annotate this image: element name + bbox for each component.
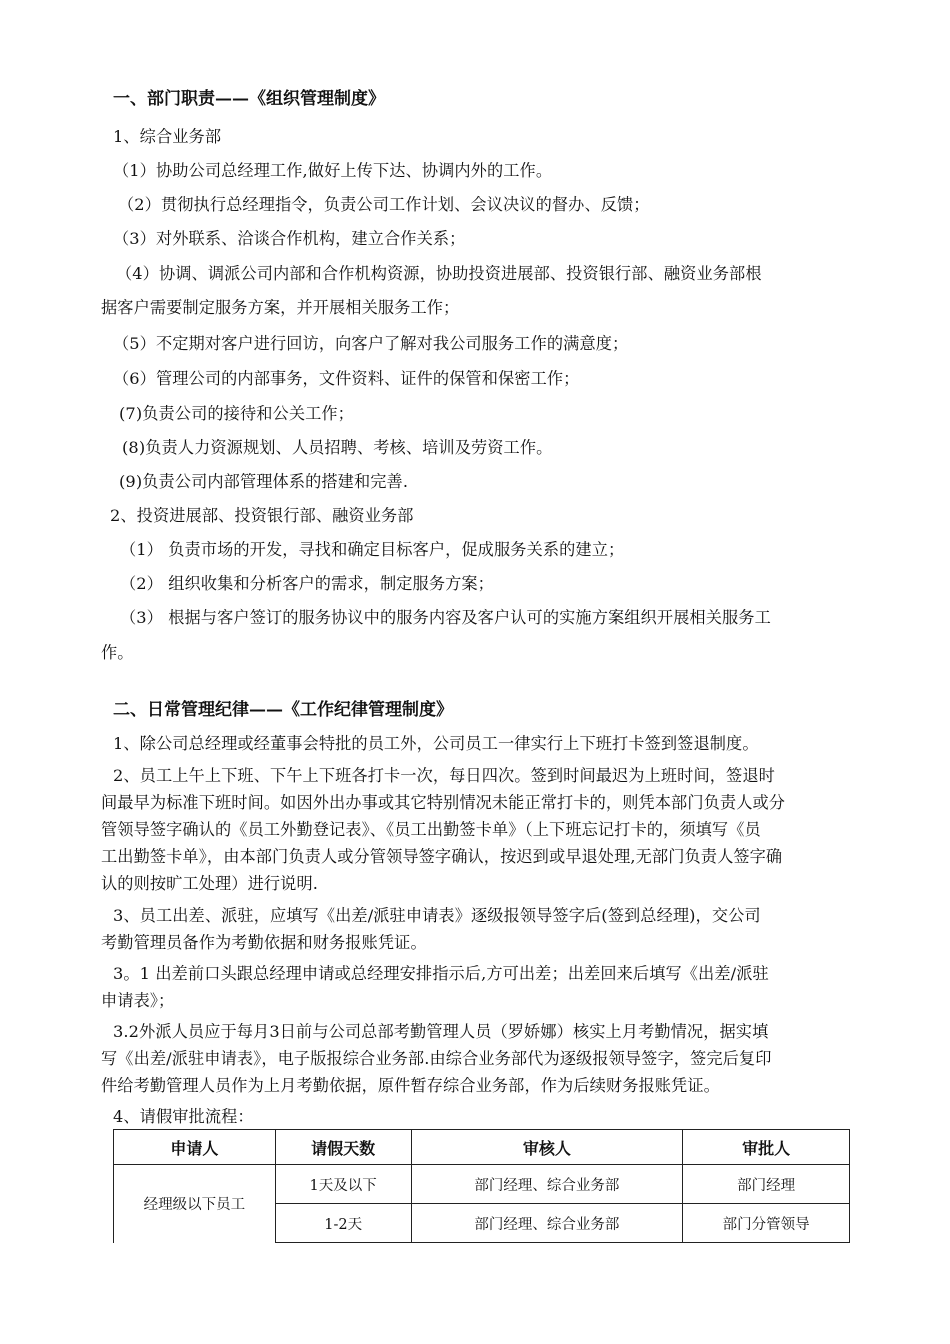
dept2-item-3-cont: 作。 (101, 643, 134, 662)
leave-days-cell: 1-2天 (275, 1204, 411, 1243)
leave-approval-table (113, 1129, 850, 1243)
dept1-item-8: (8)负责人力资源规划、人员招聘、考核、培训及劳资工作。 (122, 438, 553, 457)
rule-line-6: 认的则按旷工处理）进行说明. (101, 874, 318, 893)
dept1-item-4: （4）协调、调派公司内部和合作机构资源，协助投资进展部、投资银行部、融资业务部根 (116, 264, 762, 283)
section2-title: 二、日常管理纪律——《工作纪律管理制度》 (113, 700, 453, 720)
rule-line-12: 写《出差/派驻申请表》，电子版报综合业务部.由综合业务部代为逐级报领导签字，签完后复印 (101, 1049, 772, 1068)
reviewer-cell: 部门经理、综合业务部 (411, 1165, 683, 1204)
rule-line-1: 1、除公司总经理或经董事会特批的员工外，公司员工一律实行上下班打卡签到签退制度。 (113, 734, 759, 753)
dept1-item-1: （1）协助公司总经理工作,做好上传下达、协调内外的工作。 (113, 161, 553, 180)
dept2-item-1: （1） 负责市场的开发，寻找和确定目标客户，促成服务关系的建立； (120, 540, 625, 559)
dept1-title: 1、综合业务部 (113, 127, 222, 146)
rule-line-2: 2、员工上午上下班、下午上下班各打卡一次，每日四次。签到时间最迟为上班时间，签退时 (113, 766, 775, 785)
leave-days-cell: 1天及以下 (275, 1165, 411, 1204)
table-row (114, 1165, 850, 1204)
rule-line-7: 3、员工出差、派驻，应填写《出差/派驻申请表》逐级报领导签字后(签到总经理)，交公司 (113, 906, 761, 925)
dept1-item-5: （5）不定期对客户进行回访，向客户了解对我公司服务工作的满意度； (113, 334, 629, 353)
header-reviewer: 审核人 (411, 1130, 683, 1165)
header-approver: 审批人 (683, 1130, 850, 1165)
dept2-item-3: （3） 根据与客户签订的服务协议中的服务内容及客户认可的实施方案组织开展相关服务工 (120, 608, 771, 627)
dept1-item-6: （6）管理公司的内部事务，文件资料、证件的保管和保密工作； (113, 369, 580, 388)
rule-line-14: 4、请假审批流程： (113, 1107, 254, 1126)
dept2-title: 2、投资进展部、投资银行部、融资业务部 (110, 506, 414, 525)
reviewer-cell: 部门经理、综合业务部 (411, 1204, 683, 1243)
rule-line-9: 3。1 出差前口头跟总经理申请或总经理安排指示后,方可出差；出差回来后填写《出差/派驻 (113, 964, 769, 983)
header-leave-days: 请假天数 (275, 1130, 411, 1165)
approver-cell: 部门经理 (683, 1165, 850, 1204)
approver-cell: 部门分管领导 (683, 1204, 850, 1243)
dept1-item-9: (9)负责公司内部管理体系的搭建和完善. (119, 472, 409, 491)
dept1-item-7: (7)负责公司的接待和公关工作； (119, 404, 354, 423)
dept1-item-2: （2）贯彻执行总经理指令，负责公司工作计划、会议决议的督办、反馈； (118, 195, 650, 214)
rule-line-11: 3.2外派人员应于每月3日前与公司总部考勤管理人员（罗娇娜）核实上月考勤情况，据实填 (113, 1022, 769, 1041)
applicant-group-cell: 经理级以下员工 (114, 1165, 276, 1243)
header-applicant: 申请人 (114, 1130, 276, 1165)
dept1-item-4-cont: 据客户需要制定服务方案，并开展相关服务工作； (101, 298, 460, 317)
rule-line-13: 件给考勤管理人员作为上月考勤依据，原件暂存综合业务部，作为后续财务报账凭证。 (101, 1076, 720, 1095)
rule-line-5: 工出勤签卡单》，由本部门负责人或分管领导签字确认，按迟到或早退处理,无部门负责人签字确 (101, 847, 783, 866)
dept1-item-3: （3）对外联系、洽谈合作机构，建立合作关系； (113, 229, 466, 248)
rule-line-10: 申请表》； (101, 991, 175, 1010)
dept2-item-2: （2） 组织收集和分析客户的需求，制定服务方案； (120, 574, 494, 593)
section1-title: 一、部门职责——《组织管理制度》 (113, 89, 385, 109)
rule-line-3: 间最早为标准下班时间。如因外出办事或其它特别情况未能正常打卡的，则凭本部门负责人或分 (101, 793, 786, 812)
table-header-row (114, 1130, 850, 1165)
rule-line-8: 考勤管理员备作为考勤依据和财务报账凭证。 (101, 933, 427, 952)
rule-line-4: 管领导签字确认的《员工外勤登记表》、《员工出勤签卡单》（上下班忘记打卡的，须填写《员 (101, 820, 761, 839)
